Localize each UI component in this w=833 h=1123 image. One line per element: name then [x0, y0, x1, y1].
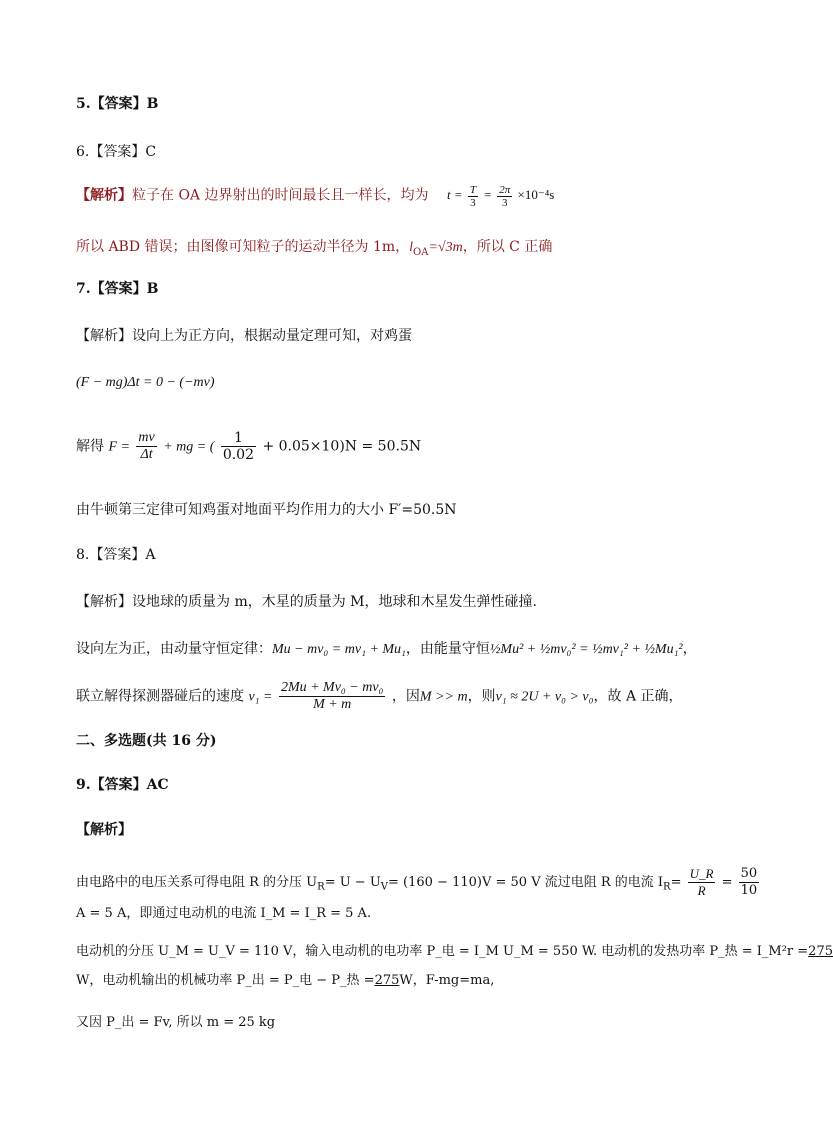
q9-l1-sub2: V — [380, 881, 389, 893]
q6-l-symbol: l — [409, 240, 414, 255]
q6-analysis-text: 粒子在 OA 边界射出的时间最长且一样长，均为 — [132, 187, 429, 204]
q8-fraction-v1 — [279, 680, 386, 713]
q9-fraction-ur — [688, 866, 716, 899]
q6-f2-den: 3 — [502, 197, 508, 209]
q6-analysis — [76, 184, 554, 209]
q8-v1: v₁ = — [248, 689, 273, 705]
q7-solve — [76, 430, 421, 463]
q6-conclusion-c: ，所以 C 正确 — [462, 239, 553, 255]
q6-conclusion — [76, 237, 552, 263]
q8-l1-b: ，由能量守恒 — [405, 641, 490, 657]
q6-conclusion-a: 所以 ABD 错误；由图像可知粒子的运动半径为 1m， — [76, 239, 410, 255]
q6-formula-lhs: t = — [446, 187, 463, 203]
q9-line5: 又因 P_出 = Fv, 所以 m = 25 kg — [76, 1015, 276, 1030]
q6-f2-num: 2π — [499, 184, 511, 196]
q7-analysis: 【解析】设向上为正方向，根据动量定理可知，对鸡蛋 — [76, 328, 412, 344]
q6-formula-eq: = — [483, 187, 492, 203]
q6-time-formula — [446, 184, 555, 209]
q7-equation: (F − mg)Δt = 0 − (−mv) — [76, 375, 215, 390]
q9-l1-d: = — [670, 875, 682, 890]
q8-l2-a: 联立解得探测器碰后的速度 — [76, 688, 244, 705]
q8-num: 2Mu + Mv₀ − mv₀ — [280, 680, 384, 695]
q7-f2-num: 1 — [221, 430, 256, 447]
q8-l2-c: M >> m — [419, 689, 468, 705]
q9-f1-num: U_R — [689, 866, 714, 881]
q6-l-value: =√3m — [428, 240, 463, 255]
q9-line3 — [76, 942, 833, 962]
q9-f2-num: 50 — [740, 866, 758, 881]
q7-f1-num: mv — [138, 430, 155, 445]
q9-fraction-50 — [739, 866, 760, 899]
q6-analysis-label: 【解析】 — [76, 187, 132, 204]
q9-answer-text: 9.【答案】AC — [76, 777, 169, 793]
q7-answer: 7.【答案】B — [76, 281, 159, 297]
q8-l2-e: v₁ ≈ 2U + v₀ > v₀ — [495, 689, 594, 705]
q6-fraction-2pi — [497, 184, 512, 209]
q8-l2-f: ，故 A 正确， — [593, 688, 683, 705]
q8-l2-b: ，因 — [391, 688, 420, 705]
q8-solution-line — [76, 680, 683, 713]
q9-answer — [76, 775, 169, 795]
q9-l4-b: W，F-mg=ma, — [399, 973, 495, 988]
q7-fraction-mv — [136, 430, 156, 463]
q8-l1-a: 设向左为正，由动量守恒定律： — [76, 641, 272, 657]
q6-f1-num: T — [469, 184, 476, 196]
q8-den: M + m — [313, 697, 352, 712]
q6-formula-tail: ×10⁻⁴s — [517, 187, 555, 203]
q9-l1-e: = — [721, 875, 733, 890]
q8-l2-d: ，则 — [467, 688, 496, 705]
q9-line4 — [76, 971, 494, 991]
q7-solve-f: F = — [108, 439, 130, 455]
q9-l3-underlined: 275 — [808, 944, 833, 959]
q6-answer: 6.【答案】C — [76, 144, 157, 160]
section-title-multiple-choice: 二、多选题(共 16 分) — [76, 733, 217, 749]
q9-line2: A = 5 A，即通过电动机的电流 I_M = I_R = 5 A. — [76, 906, 372, 921]
q8-momentum-eq: Mu − mv₀ = mv₁ + Mu₁ — [272, 642, 406, 657]
q8-answer: 8.【答案】A — [76, 547, 156, 563]
q9-l4-a: W，电动机输出的机械功率 P_出 = P_电 − P_热 = — [76, 973, 375, 988]
q9-l1: 由电路中的电压关系可得电阻 R 的分压 U — [76, 875, 318, 890]
q6-l-sub: OA — [413, 246, 429, 258]
q9-l3: 电动机的分压 U_M = U_V = 110 V，输入电动机的电功率 P_电 = I_M U_M = 550 W. 电动机的发热功率 P_热 = I_M²r = — [76, 944, 809, 959]
q7-f2-den: 0.02 — [222, 447, 254, 463]
q9-analysis-label: 【解析】 — [76, 822, 132, 838]
q7-f1-den: Δt — [140, 447, 153, 462]
q9-l1-sub1: R — [317, 881, 325, 893]
q9-l1-c: = (160 − 110)V = 50 V 流过电阻 R 的电流 I — [388, 875, 664, 890]
q5-answer: 5.【答案】B — [76, 96, 159, 112]
q9-l1-sub3: R — [663, 881, 671, 893]
q7-fraction-1 — [221, 430, 256, 463]
q8-momentum-line — [76, 639, 697, 660]
q6-fraction-t — [468, 184, 478, 209]
q9-f1-den: R — [697, 883, 706, 898]
q9-l1-b: = U − U — [324, 875, 381, 890]
q9-l4-underlined: 275 — [374, 973, 400, 988]
q6-f1-den: 3 — [470, 197, 476, 209]
q7-solve-tail: + 0.05×10)N = 50.5N — [262, 438, 422, 455]
q7-solve-prefix: 解得 — [76, 438, 104, 455]
q8-analysis: 【解析】设地球的质量为 m，木星的质量为 M，地球和木星发生弹性碰撞. — [76, 594, 537, 610]
q9-line1 — [76, 866, 761, 899]
q8-energy-eq: ½Mu² + ½mv₀² = ½mv₁² + ½Mu₁² — [489, 642, 683, 657]
q7-newton: 由牛顿第三定律可知鸡蛋对地面平均作用力的大小 F′=50.5N — [76, 502, 457, 518]
q7-solve-mid: + mg = ( — [163, 439, 215, 455]
q9-f2-den: 10 — [740, 883, 758, 898]
q8-l1-end: ， — [682, 641, 697, 657]
